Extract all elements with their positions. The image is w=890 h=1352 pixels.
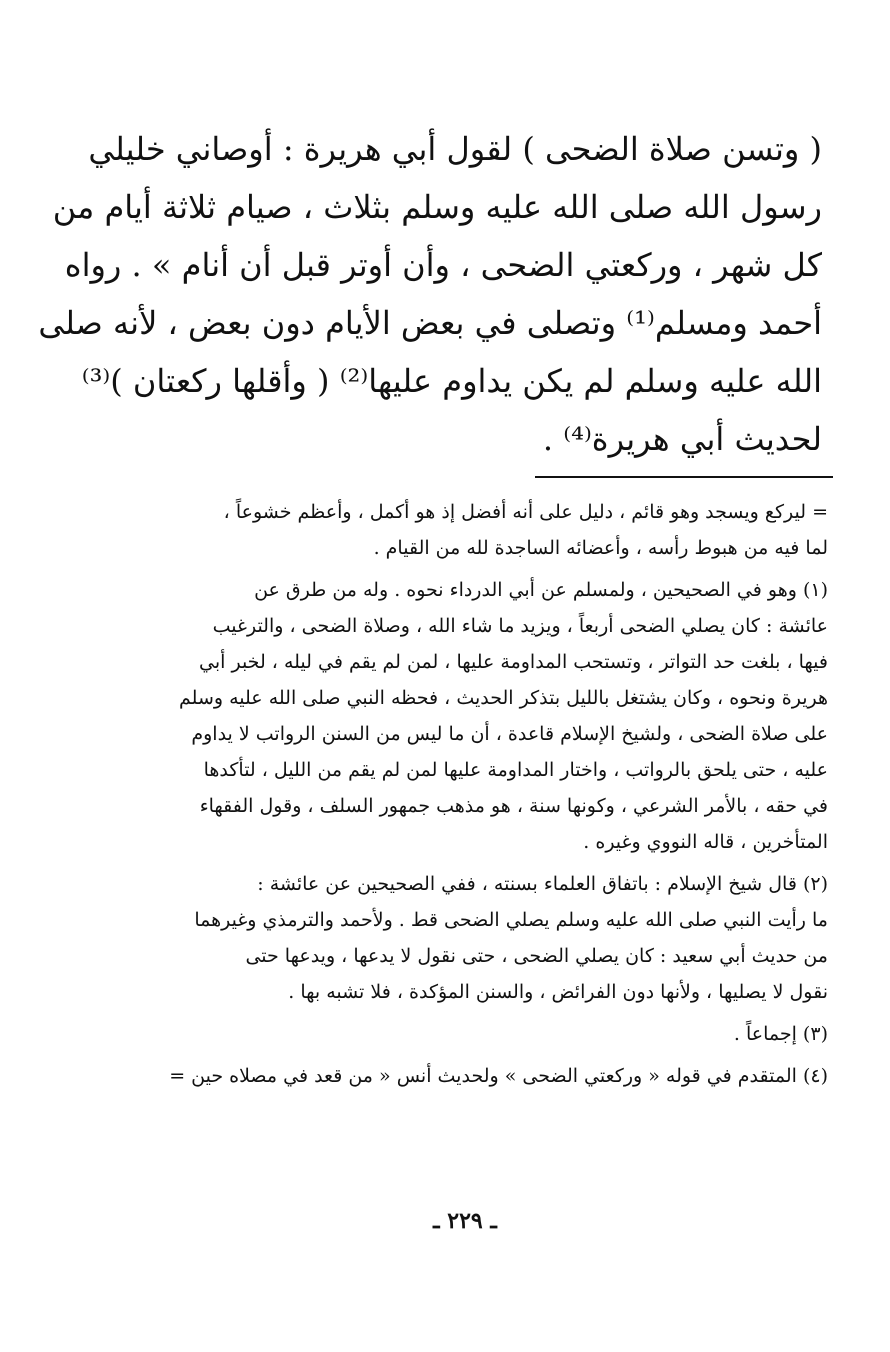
footnote-line: نقول لا يصليها ، ولأنها دون الفرائض ، والسنن المؤكدة ، فلا تشبه بها . (288, 981, 828, 1003)
footnote-line: ما رأيت النبي صلى الله عليه وسلم يصلي الضحى قط . ولأحمد والترمذي وغيرهما (194, 909, 828, 931)
footnote-line: (٣) إجماعاً . (733, 1023, 828, 1045)
footnote-divider (535, 476, 833, 478)
footnote-line: عليه ، حتى يلحق بالرواتب ، واختار المداومة عليها لمن لم يقم من الليل ، لتأكدها (203, 759, 828, 781)
footnote-line: من حديث أبي سعيد : كان يصلي الضحى ، حتى نقول لا يدعها ، ويدعها حتى (245, 945, 828, 967)
footnote-line: هريرة ونحوه ، وكان يشتغل بالليل بتذكر الحديث ، فحظه النبي صلى الله عليه وسلم (179, 687, 828, 709)
main-text (38, 120, 822, 468)
main-text-line: الله عليه وسلم لم يكن يداوم عليها⁽²⁾ ( وأقلها ركعتان )⁽³⁾ (81, 362, 822, 400)
footnote-2 (100, 866, 828, 1010)
main-text-line: لحديث أبي هريرة⁽⁴⁾ . (542, 420, 822, 458)
footnote-3 (100, 1016, 828, 1052)
footnotes (100, 494, 828, 1100)
footnote-continuation (100, 494, 828, 566)
footnote-line: فيها ، بلغت حد التواتر ، وتستحب المداومة عليها ، لمن لم يقم في ليله ، لخبر أبي (199, 651, 828, 673)
footnote-4 (100, 1058, 828, 1094)
footnote-line: (١) وهو في الصحيحين ، ولمسلم عن أبي الدرداء نحوه . وله من طرق عن (254, 579, 828, 601)
main-text-line: رسول الله صلى الله عليه وسلم بثلاث ، صيام ثلاثة أيام من (52, 188, 822, 226)
footnote-line: على صلاة الضحى ، ولشيخ الإسلام قاعدة ، أن ما ليس من السنن الرواتب لا يداوم (191, 723, 828, 745)
footnote-line: في حقه ، بالأمر الشرعي ، وكونها سنة ، هو مذهب جمهور السلف ، وقول الفقهاء (199, 795, 828, 817)
footnote-1 (100, 572, 828, 860)
footnote-line: (٤) المتقدم في قوله « وركعتي الضحى » ولحديث أنس « من قعد في مصلاه حين = (169, 1065, 828, 1087)
page-number: ـ ٢٢٩ ـ (433, 1208, 497, 1234)
footnote-line: عائشة : كان يصلي الضحى أربعاً ، ويزيد ما شاء الله ، وصلاة الضحى ، والترغيب (212, 615, 828, 637)
footnote-line: = ليركع ويسجد وهو قائم ، دليل على أنه أفضل إذ هو أكمل ، وأعظم خشوعاً ، (223, 501, 828, 523)
footnote-line: (٢) قال شيخ الإسلام : باتفاق العلماء بسنته ، ففي الصحيحين عن عائشة : (257, 873, 828, 895)
footnote-line: المتأخرين ، قاله النووي وغيره . (583, 831, 828, 853)
main-text-line: ( وتسن صلاة الضحى ) لقول أبي هريرة : أوصاني خليلي (88, 130, 822, 168)
footnote-line: لما فيه من هبوط رأسه ، وأعضائه الساجدة لله من القيام . (373, 537, 828, 559)
main-text-line: أحمد ومسلم⁽¹⁾ وتصلى في بعض الأيام دون بعض ، لأنه صلى (38, 304, 822, 342)
main-text-line: كل شهر ، وركعتي الضحى ، وأن أوتر قبل أن أنام » . رواه (64, 246, 822, 284)
